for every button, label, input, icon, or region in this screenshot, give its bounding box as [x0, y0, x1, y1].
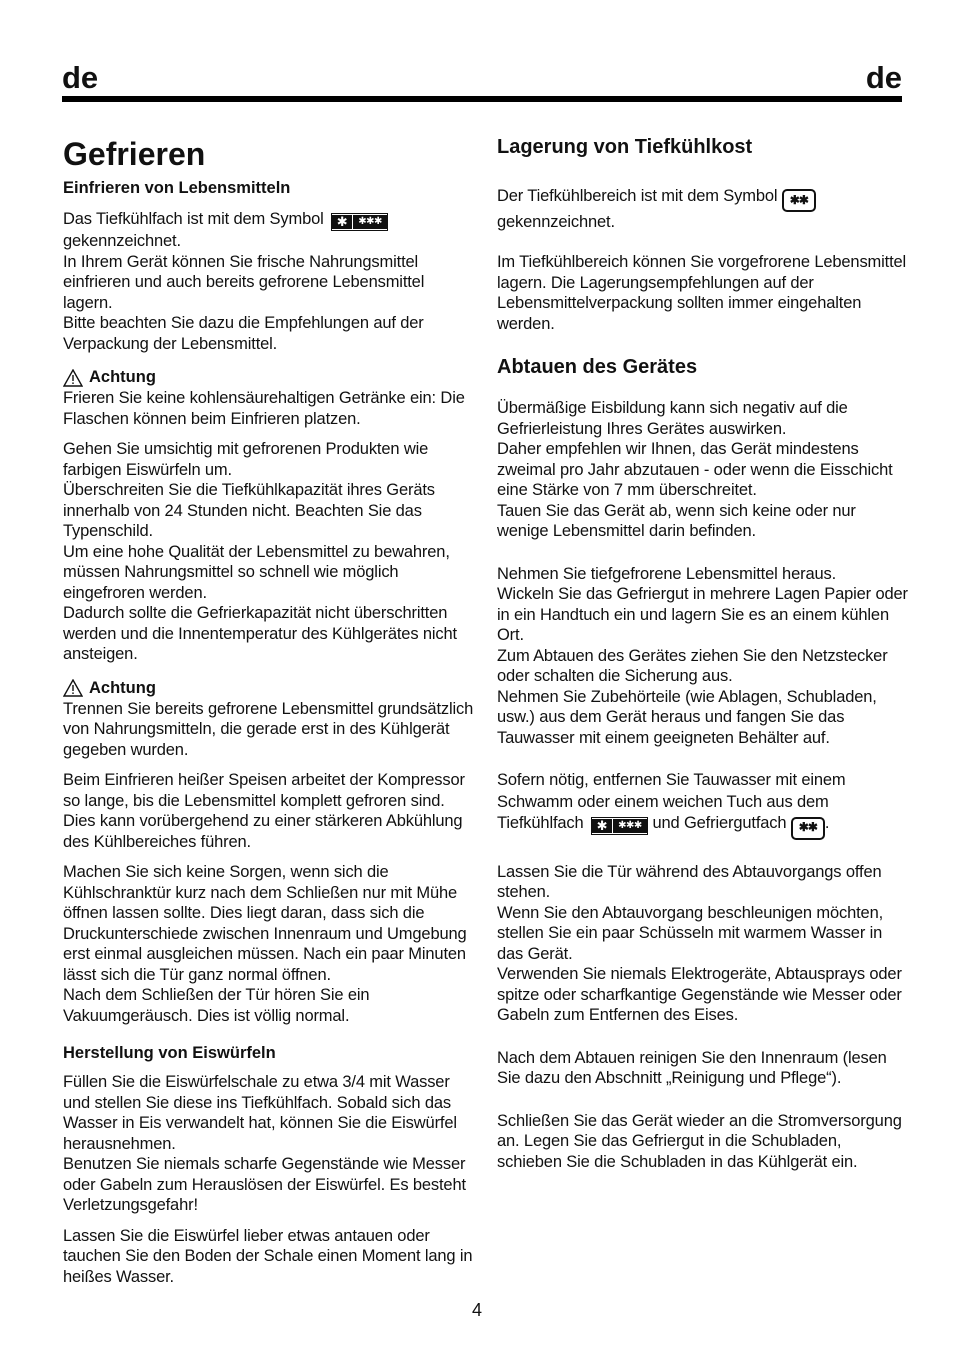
- left-column: [63, 132, 475, 1287]
- header-rule: [62, 96, 902, 102]
- subheading-eiswuerfel: Herstellung von Eiswürfeln: [63, 1044, 276, 1062]
- paragraph: Beim Einfrieren heißer Speisen arbeitet der Kompressor so lange, bis die Lebensmittel komplett gefroren sind. Dies kann vorübergehend zu einer stärkeren Abkühlung des Kühlbereiches führen.: [63, 771, 465, 851]
- right-column: [497, 132, 909, 1172]
- paragraph: Lassen Sie die Tür während des Abtauvorgangs offen stehen. Wenn Sie den Abtauvorgang beschleunigen möchten, stellen Sie ein paar Schüsseln mit warmem Wasser in das Gerät. Verwenden Sie niemals Elektrogeräte, Abtausprays oder spitze oder scharfkantige Gegenstände wie Messer oder Gabeln zum Entfernen des Eises.: [497, 862, 902, 1024]
- four-star-freezer-icon: ✱ ✱✱✱: [331, 213, 388, 231]
- language-tag-left: de: [62, 60, 99, 95]
- warning-triangle-icon: [63, 679, 83, 697]
- warning-heading: Achtung: [63, 678, 475, 699]
- paragraph: Der Tiefkühlbereich ist mit dem Symbol ✱✱ gekennzeichnet.: [497, 186, 909, 232]
- section-title: Gefrieren: [63, 136, 206, 172]
- warning-text: Trennen Sie bereits gefrorene Lebensmittel grundsätzlich von Nahrungsmitteln, die gerade erst in des Kühlgerät gegeben wurden.: [63, 699, 474, 759]
- subheading-einfrieren: Einfrieren von Lebensmitteln: [63, 179, 291, 197]
- subheading-abtauen: Abtauen des Gerätes: [497, 356, 698, 379]
- language-tag-right: de: [865, 60, 902, 95]
- warning-heading: Achtung: [63, 367, 475, 388]
- paragraph: Im Tiefkühlbereich können Sie vorgefrorene Lebensmittel lagern. Die Lagerungsempfehlungen auf der Lebensmittelverpackung sollten immer eingehalten werden.: [497, 253, 907, 333]
- paragraph: Füllen Sie die Eiswürfelschale zu etwa 3/4 mit Wasser und stellen Sie diese ins Tiefkühlfach. Sobald sich das Wasser in Eis verwandelt hat, können Sie die Eiswürfel herausnehmen. Benutzen Sie niemals scharfe Gegenstände wie Messer oder Gabeln zum Herauslösen der Eiswürfel. Es besteht Verletzungsgefahr!: [63, 1073, 466, 1214]
- paragraph: Machen Sie sich keine Sorgen, wenn sich die Kühlschranktür kurz nach dem Schließen nur mit Mühe öffnen lassen sollte. Dies liegt daran, dass sich die Druckunterschiede zwischen Innenraum und Umgebung erst einmal ausgleichen müssen. Nach ein paar Minuten lässt sich die Tür ganz normal öffnen. Nach dem Schließen der Tür hören Sie ein Vakuumgeräusch. Dies ist völlig normal.: [63, 863, 467, 1025]
- page-number: 4: [471, 1300, 482, 1320]
- paragraph: Sofern nötig, entfernen Sie Tauwasser mit einem Schwamm oder einem weichen Tuch aus dem Tiefkühlfach ✱ ✱✱✱ und Gefriergutfach ✱✱ .: [497, 770, 909, 839]
- paragraph: Schließen Sie das Gerät wieder an die Stromversorgung an. Legen Sie das Gefriergut in die Schubladen, schieben Sie die Schubladen in das Kühlgerät ein.: [497, 1111, 902, 1171]
- paragraph: Nehmen Sie tiefgefrorene Lebensmittel heraus. Wickeln Sie das Gefriergut in mehrere Lagen Papier oder in ein Handtuch ein und lagern Sie es an einem kühlen Ort. Zum Abtauen des Gerätes ziehen Sie den Netzstecker oder schalten die Sicherung aus. Nehmen Sie Zubehörteile (wie Ablagen, Schubladen, usw.) aus dem Gerät heraus und fangen Sie das Tauwasser mit einem geeigneten Behälter auf.: [497, 564, 908, 747]
- paragraph: Lassen Sie die Eiswürfel lieber etwas antauen oder tauchen Sie den Boden der Schale einen Moment lang in heißes Wasser.: [63, 1226, 473, 1286]
- paragraph: Übermäßige Eisbildung kann sich negativ auf die Gefrierleistung Ihres Gerätes auswirken. Daher empfehlen wir Ihnen, das Gerät mindestens zweimal pro Jahr abzutauen - oder wenn die Eisschicht eine Stärke von 7 mm überschreitet. Tauen Sie das Gerät ab, wenn sich keine oder nur wenige Lebensmittel darin befinden.: [497, 399, 893, 541]
- page-header: [62, 60, 902, 98]
- paragraph: Das Tiefkühlfach ist mit dem Symbol ✱ ✱✱✱ gekennzeichnet. In Ihrem Gerät können Sie frische Nahrungsmittel einfrieren und auch bereits gefrorene Lebensmittel lagern. Bitte beachten Sie dazu die Empfehlungen auf der Verpackung der Lebensmittel.: [63, 210, 425, 353]
- three-star-freezer-icon: ✱✱: [791, 817, 825, 840]
- subheading-lagerung: Lagerung von Tiefkühlkost: [497, 136, 753, 158]
- three-star-freezer-icon: ✱✱: [782, 189, 816, 212]
- warning-text: Frieren Sie keine kohlensäurehaltigen Getränke ein: Die Flaschen können beim Einfrieren platzen.: [63, 389, 465, 428]
- paragraph: Nach dem Abtauen reinigen Sie den Innenraum (lesen Sie dazu den Abschnitt „Reinigung und Pflege“).: [497, 1048, 887, 1087]
- paragraph: Gehen Sie umsichtig mit gefrorenen Produkten wie farbigen Eiswürfeln um. Überschreiten Sie die Tiefkühlkapazität ihres Geräts innerhalb von 24 Stunden nicht. Beachten Sie das Typenschild. Um eine hohe Qualität der Lebensmittel zu bewahren, müssen Nahrungsmittel so schnell wie möglich eingefroren werden. Dadurch sollte die Gefrierkapazität nicht überschritten werden und die Innentemperatur des Kühlgerätes nicht ansteigen.: [63, 440, 457, 663]
- four-star-freezer-icon: ✱ ✱✱✱: [591, 817, 648, 835]
- warning-triangle-icon: [63, 369, 83, 387]
